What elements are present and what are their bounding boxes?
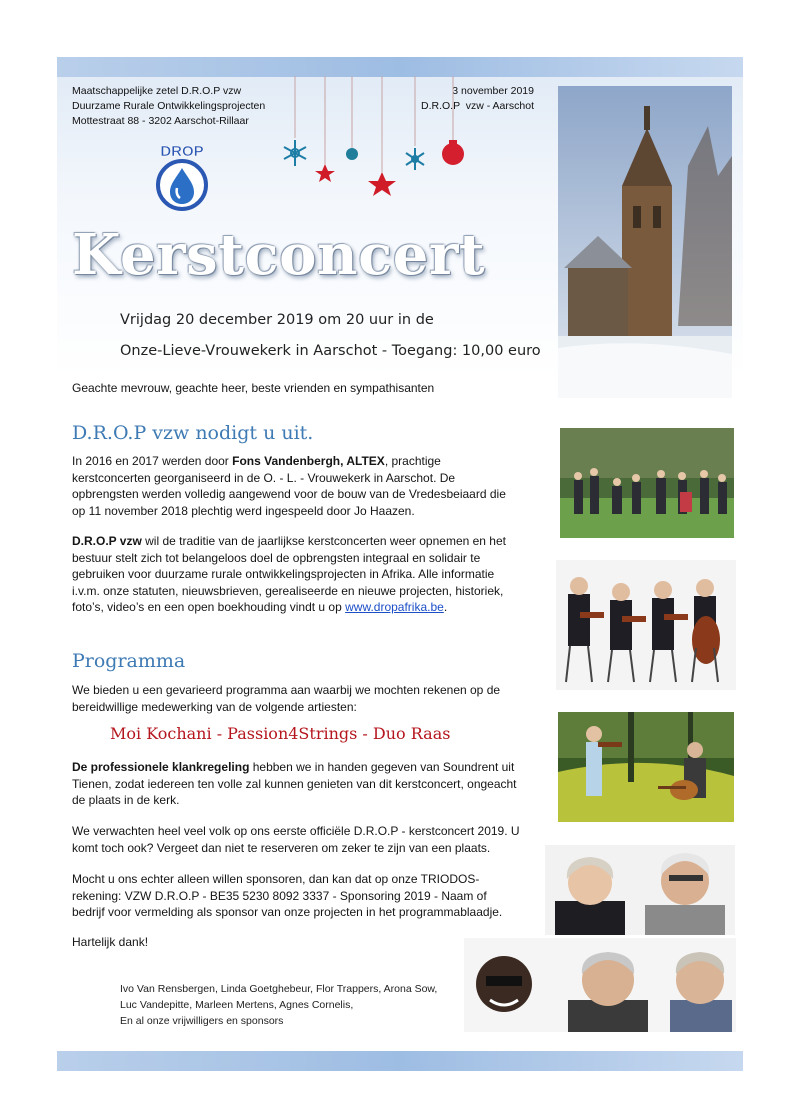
logo-text: DROP (160, 143, 204, 160)
letter-date: 3 november 2019 (452, 85, 534, 97)
bottom-band (57, 1051, 743, 1071)
paragraph-history: In 2016 en 2017 werden door Fons Vandenbergh, ALTEX, prachtige kerstconcerten georganiseerd in de O. - L. - Vrouwekerk in Aarschot. De opbrengsten werden volledig aangewend voor de bouw van de Vredesbeiaard die op 11 november 2018 plechtig werd ingespeeld door Jo Haazen. (72, 454, 506, 518)
bold-name: Fons Vandenbergh, ALTEX (232, 454, 385, 468)
section-heading-invite: D.R.O.P vzw nodigt u uit. (72, 422, 314, 444)
portraits-photo-2 (464, 938, 736, 1032)
bauble-icon (346, 148, 358, 160)
section-heading-program: Programma (72, 650, 186, 672)
group-photo (560, 428, 734, 538)
bold-sound: De professionele klankregeling (72, 760, 250, 774)
paragraph-expect: We verwachten heel veel volk op ons eerste officiële D.R.O.P - kerstconcert 2019. U komt toch ook? Vergeet dan niet te reserveren om zeker te zijn van een plaats. (72, 824, 520, 855)
event-line-date: Vrijdag 20 december 2019 om 20 uur in de (120, 312, 434, 328)
duo-photo (558, 712, 734, 822)
christmas-ornaments (270, 76, 480, 196)
address-line: Mottestraat 88 - 3202 Aarschot-Rillaar (72, 115, 249, 127)
bauble-icon (442, 143, 464, 165)
address-block (72, 84, 265, 129)
portraits-photo-1 (545, 845, 735, 935)
church-photo (558, 86, 732, 398)
star-icon (315, 164, 335, 182)
bold-org: D.R.O.P vzw (72, 534, 142, 548)
letter-place: D.R.O.P vzw - Aarschot (420, 100, 534, 112)
thanks: Hartelijk dank! (72, 935, 149, 949)
snowflake-icon (284, 140, 306, 166)
greeting: Geachte mevrouw, geachte heer, beste vrienden en sympathisanten (72, 381, 435, 395)
address-line: Duurzame Rurale Ontwikkelingsprojecten (72, 100, 266, 112)
paragraph-mission: D.R.O.P vzw wil de traditie van de jaarlijkse kerstconcerten weer opnemen en het bestuur stelt zich tot belangeloos doel de opbrengsten integraal en solidair te gebruiken voor duurzame rurale ontwikkelingsprojecten in Afrika. Alle informatie i.v.m. onze statuten, nieuwsbrieven, gerealiseerde en nieuwe projecten, historiek, foto’s, video’s en een open boekhouding vindt u op www.dropafrika.be. (72, 534, 506, 614)
top-band (57, 57, 743, 77)
snowflake-icon (406, 148, 424, 170)
event-line-venue: Onze-Lieve-Vrouwekerk in Aarschot - Toegang: 10,00 euro (120, 343, 541, 359)
signature-line: Ivo Van Rensbergen, Linda Goetghebeur, Flor Trappers, Arona Sow, (120, 983, 438, 995)
star-icon (368, 172, 396, 196)
paragraph-sound: De professionele klankregeling hebben we in handen gegeven van Soundrent uit Tienen, zodat iedereen ten volle zal kunnen genieten van dit kerstconcert, ongeacht de plaats in de kerk. (72, 760, 517, 807)
paragraph-program-intro: We bieden u een gevarieerd programma aan waarbij we mochten rekenen op de bereidwillige medewerking van de volgende artiesten: (72, 683, 501, 714)
page-title: Kerstconcert (72, 222, 486, 288)
website-link[interactable]: www.dropafrika.be (345, 600, 444, 614)
signature-block (120, 981, 437, 1029)
drop-logo-icon (150, 140, 214, 212)
signature-line: Luc Vandepitte, Marleen Mertens, Agnes Cornelis, (120, 999, 354, 1011)
string-quartet-photo (556, 560, 736, 690)
paragraph-sponsor: Mocht u ons echter alleen willen sponsoren, dan kan dat op onze TRIODOS-rekening: VZW D.R.O.P - BE35 5230 8092 3337 - Sponsoring 2019 - Naam of bedrijf voor vermelding als sponsor van onze projecten in het programmablaadje. (72, 872, 503, 919)
signature-line: En al onze vrijwilligers en sponsors (120, 1015, 284, 1027)
address-line: Maatschappelijke zetel D.R.O.P vzw (72, 85, 242, 97)
artists-line: Moi Kochani - Passion4Strings - Duo Raas (110, 724, 451, 743)
